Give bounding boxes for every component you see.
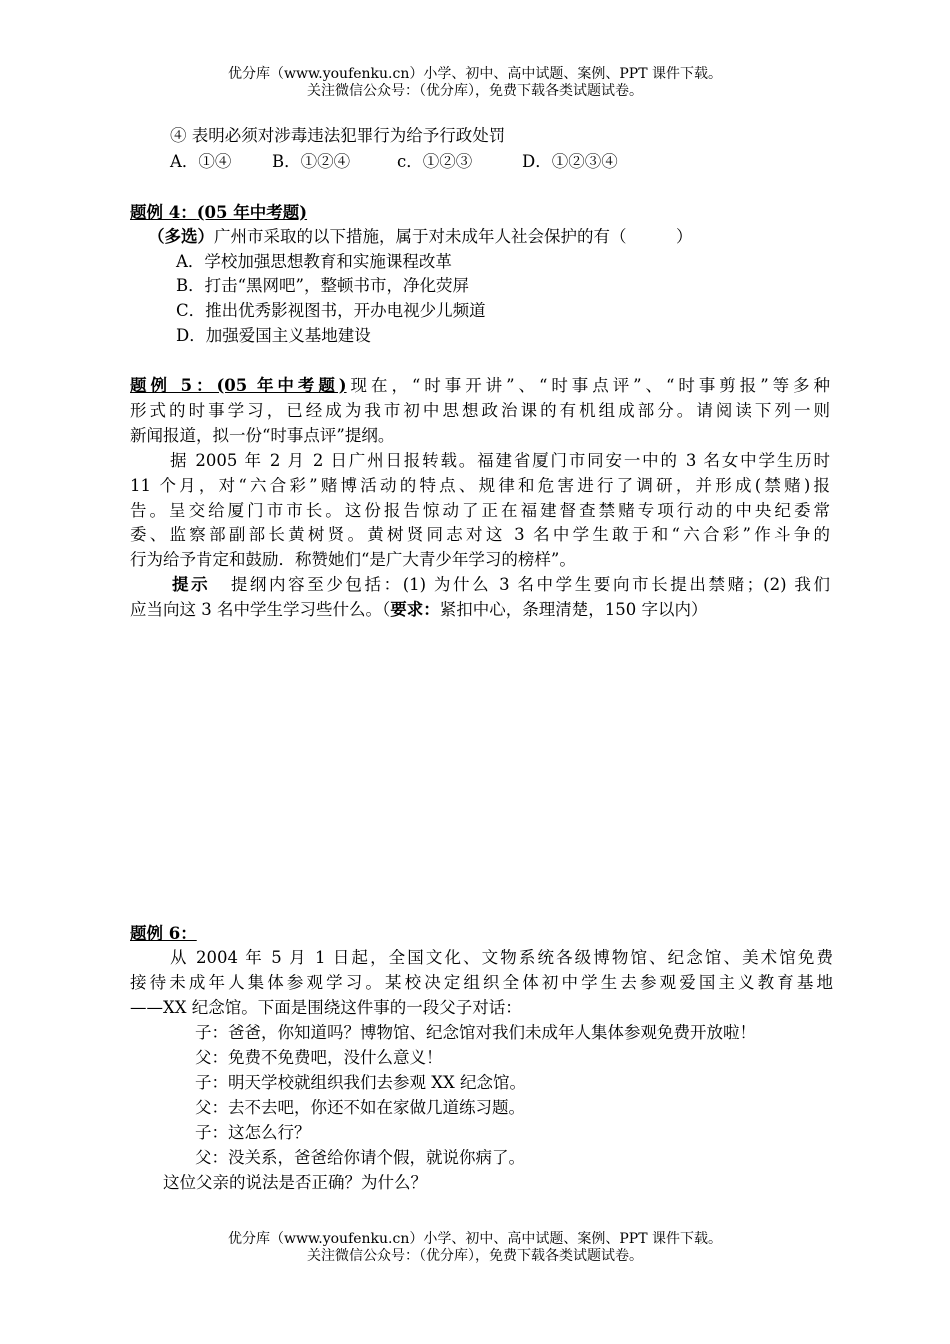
- q3-option-a: A．①④: [170, 152, 232, 171]
- q5-requirement-text: 紧扣中心，条理清楚，150 字以内）: [439, 600, 708, 619]
- q5-label: 题例 5：: [130, 376, 217, 395]
- q6-dialog-1: 子：爸爸，你知道吗？博物馆、纪念馆对我们未成年人集体参观免费开放啦！: [195, 1023, 756, 1042]
- q5-hint-line2: [130, 599, 708, 621]
- q5-source: (05 年中考题): [216, 376, 347, 395]
- q6-para-line2: 接待未成年人集体参观学习。某校决定组织全体初中学生去参观爱国主义教育基地: [130, 973, 833, 992]
- q5-para1-line1-text: 现在，“时事开讲”、“时事点评”、“时事剪报”等多种: [346, 376, 830, 395]
- q6-heading: [130, 923, 221, 945]
- q5-para2-line1: 据 2005 年 2 月 2 日广州日报转载。福建省厦门市同安一中的 3 名女中学生历时: [170, 451, 830, 470]
- q5-para2-line3: 告。呈交给厦门市市长。这份报告惊动了正在福建督查禁赌专项行动的中央纪委常: [130, 501, 830, 520]
- q3-option-b: B．①②④: [272, 152, 351, 171]
- q4-stem: [148, 226, 693, 248]
- q3-option-c: c．①②③: [397, 152, 473, 171]
- q4-option-a: A．学校加强思想教育和实施课程改革: [176, 252, 452, 271]
- header-line-1: 优分库（www.youfenku.cn）小学、初中、高中试题、案例、PPT 课件下载。: [227, 66, 722, 82]
- q4-stem-text: 广州市采取的以下措施，属于对未成年人社会保护的有（ ）: [214, 227, 693, 246]
- q5-para2-line5: 行为给予肯定和鼓励．称赞她们“是广大青少年学习的榜样”。: [130, 550, 576, 569]
- q5-hint-label: 提示: [172, 575, 211, 594]
- q4-label: 题例 4：: [130, 203, 197, 222]
- q6-dialog-5: 子：这怎么行？: [195, 1123, 311, 1142]
- q6-para-line1: 从 2004 年 5 月 1 日起，全国文化、文物系统各级博物馆、纪念馆、美术馆免费: [170, 948, 833, 967]
- q6-question: 这位父亲的说法是否正确？为什么？: [163, 1173, 427, 1192]
- q4-option-b: B．打击“黑网吧”，整顿书市，净化荧屏: [176, 276, 469, 295]
- q5-hint-line1: [172, 574, 830, 596]
- q5-para1-line1: [130, 375, 830, 397]
- q4-option-d: D．加强爱国主义基地建设: [176, 326, 371, 345]
- q5-para1-line3: 新闻报道，拟一份“时事点评”提纲。: [130, 426, 395, 445]
- q5-hint-text: 提纲内容至少包括：(1) 为什么 3 名中学生要向市长提出禁赌；(2) 我们: [228, 575, 831, 594]
- q5-requirement-label: 要求：: [390, 600, 440, 619]
- q5-para2-line4: 委、监察部副部长黄树贤。黄树贤同志对这 3 名中学生敢于和“六合彩”作斗争的: [130, 525, 830, 544]
- q5-hint-line2-text: 应当向这 3 名中学生学习些什么。（: [130, 600, 391, 619]
- q5-para1-line2: 形式的时事学习，已经成为我市初中思想政治课的有机组成部分。请阅读下列一则: [130, 401, 830, 420]
- q6-para-line3: ——XX 纪念馆。下面是围绕这件事的一段父子对话：: [130, 998, 522, 1017]
- footer-line-2: 关注微信公众号：（优分库），免费下载各类试题试卷。: [307, 1248, 643, 1264]
- q6-dialog-6: 父：没关系，爸爸给你请个假，就说你病了。: [195, 1148, 525, 1167]
- q3-item-4: ④ 表明必须对涉毒违法犯罪行为给予行政处罚: [170, 126, 506, 145]
- q4-source: (05 年中考题): [196, 203, 308, 222]
- q6-label: 题例 6：: [130, 924, 197, 943]
- page-header: [0, 66, 950, 100]
- q6-dialog-4: 父：去不去吧，你还不如在家做几道练习题。: [195, 1098, 525, 1117]
- q6-dialog-3: 子：明天学校就组织我们去参观 XX 纪念馆。: [195, 1073, 526, 1092]
- q5-para2-line2: 11 个月，对“六合彩”赌博活动的特点、规律和危害进行了调研，并形成(禁赌)报: [130, 476, 830, 495]
- header-line-2: 关注微信公众号：（优分库），免费下载各类试题试卷。: [307, 83, 643, 99]
- q4-heading: [130, 202, 307, 224]
- q4-type: （多选）: [148, 227, 214, 246]
- q3-option-d: D．①②③④: [522, 152, 618, 171]
- q4-option-c: C．推出优秀影视图书，开办电视少儿频道: [176, 301, 486, 320]
- q6-dialog-2: 父：免费不免费吧，没什么意义！: [195, 1048, 443, 1067]
- footer-line-1: 优分库（www.youfenku.cn）小学、初中、高中试题、案例、PPT 课件下载。: [227, 1231, 722, 1247]
- page-footer: [0, 1231, 950, 1265]
